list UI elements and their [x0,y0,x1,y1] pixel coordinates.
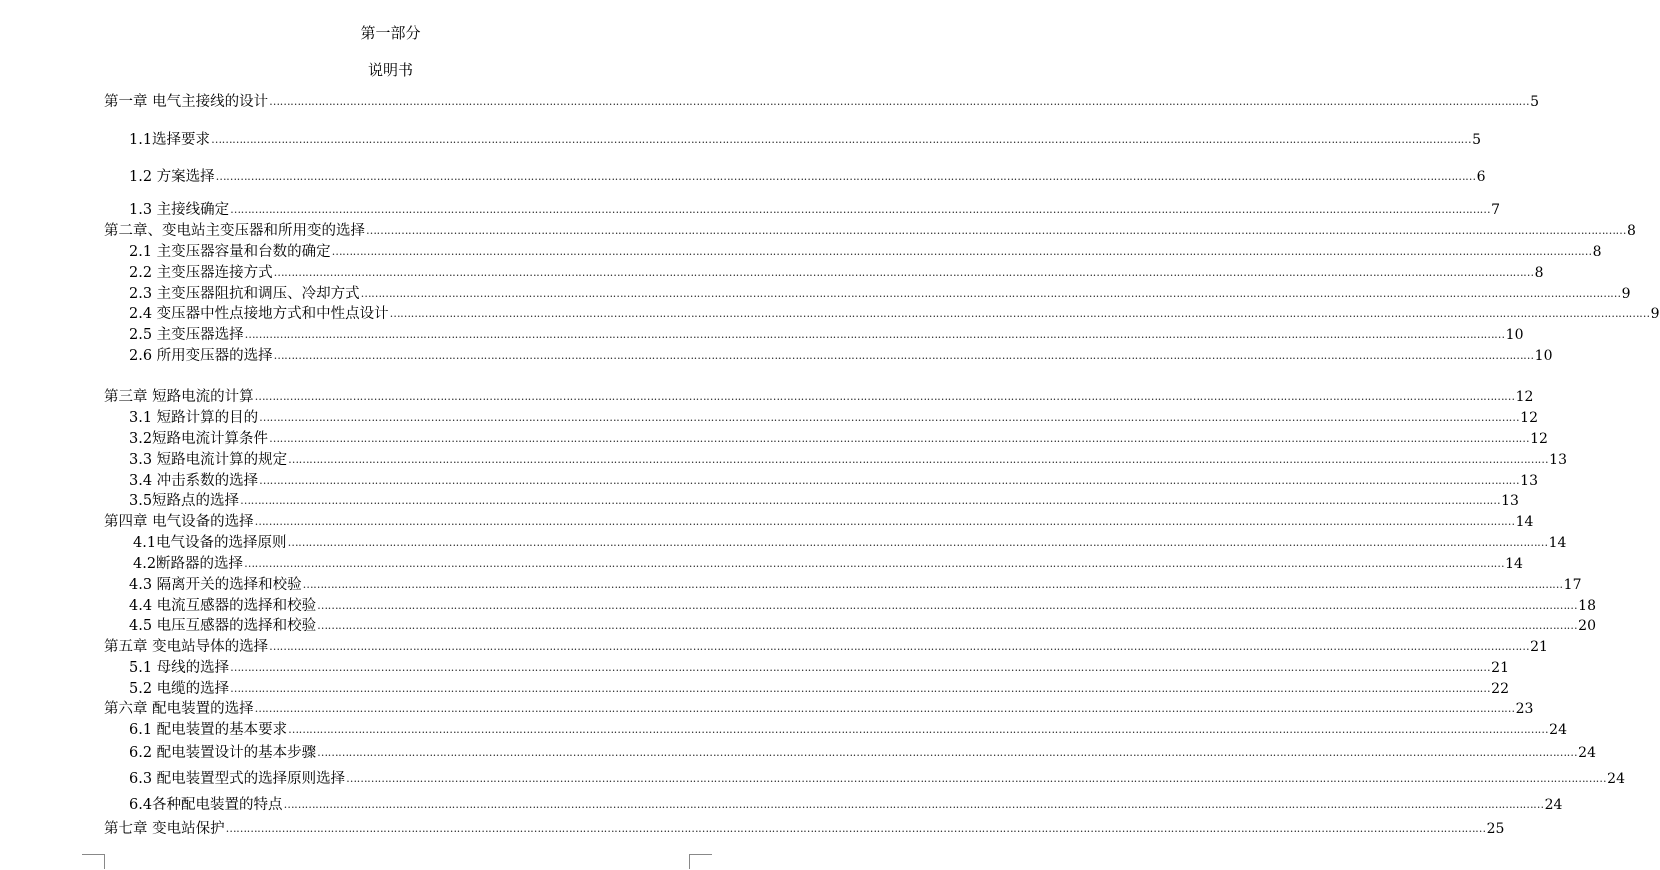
toc-entry-page-number: 25 [1486,821,1505,837]
toc-entry [104,638,1548,656]
toc-entry [129,285,1631,303]
toc-dot-leader: ……………………………………………………………………………………………………………………………………………………………………………………………………………………………………………………………………………………………………………………………… [244,557,1505,570]
toc-dot-leader: ……………………………………………………………………………………………………………………………………………………………………………………………………………………………………………………………………………………………………………………………… [254,515,1515,528]
toc-entry-page-number: 24 [1549,722,1567,738]
toc-entry-page-number: 23 [1515,701,1534,717]
toc-entry [129,347,1553,365]
toc-dot-leader: ……………………………………………………………………………………………………………………………………………………………………………………………………………………………………………………………………………………………………………………………… [269,432,1530,445]
toc-entry-page-number: 24 [1578,745,1596,761]
toc-entry-page-number: 14 [1515,514,1534,530]
toc-dot-leader: ……………………………………………………………………………………………………………………………………………………………………………………………………………………………………………………………………………………………………………………………… [230,203,1491,216]
toc-entry-label: 6.2 配电装置设计的基本步骤 [129,745,317,761]
toc-entry [129,796,1563,814]
toc-dot-leader: ……………………………………………………………………………………………………………………………………………………………………………………………………………………………………………………………………………………………………………………………… [389,307,1650,320]
toc-dot-leader: ……………………………………………………………………………………………………………………………………………………………………………………………………………………………………………………………………………………………………………………………… [273,266,1534,279]
toc-entry-page-number: 20 [1578,618,1596,634]
toc-entry-page-number: 12 [1530,431,1548,447]
toc-entry-page-number: 18 [1578,598,1596,614]
toc-dot-leader: ……………………………………………………………………………………………………………………………………………………………………………………………………………………………………………………………………………………………………………………………… [244,328,1505,341]
toc-entry-label: 1.2 方案选择 [129,169,215,185]
toc-dot-leader: ……………………………………………………………………………………………………………………………………………………………………………………………………………………………………………………………………………………………………………………………… [254,702,1515,715]
toc-entry-label: 3.5短路点的选择 [129,493,240,509]
toc-entry [104,388,1534,406]
toc-entry-page-number: 17 [1563,577,1582,593]
toc-entry [129,659,1509,677]
toc-dot-leader: ……………………………………………………………………………………………………………………………………………………………………………………………………………………………………………………………………………………………………………………………… [317,619,1578,632]
toc-entry-label: 4.4 电流互感器的选择和校验 [129,598,317,614]
toc-entry-page-number: 13 [1520,473,1538,489]
toc-entry [129,201,1501,219]
toc-dot-leader: ……………………………………………………………………………………………………………………………………………………………………………………………………………………………………………………………………………………………………………………………… [240,494,1501,507]
toc-entry [133,534,1567,552]
toc-entry-page-number: 5 [1530,94,1540,110]
toc-dot-leader: ……………………………………………………………………………………………………………………………………………………………………………………………………………………………………………………………………………………………………………………………… [346,772,1607,785]
toc-entry-label: 1.3 主接线确定 [129,202,230,218]
toc-dot-leader: ……………………………………………………………………………………………………………………………………………………………………………………………………………………………………………………………………………………………………………………………… [230,661,1491,674]
toc-dot-leader: ……………………………………………………………………………………………………………………………………………………………………………………………………………………………………………………………………………………………………………………………… [230,682,1491,695]
toc-entry [129,131,1481,149]
toc-entry [129,472,1538,490]
toc-entry-page-number: 21 [1530,639,1548,655]
toc-entry-page-number: 8 [1592,244,1602,260]
toc-entry [104,700,1534,718]
toc-entry [129,451,1567,469]
toc-entry-label: 2.6 所用变压器的选择 [129,348,273,364]
toc-dot-leader: ……………………………………………………………………………………………………………………………………………………………………………………………………………………………………………………………………………………………………………………………… [283,798,1544,811]
toc-entry-page-number: 24 [1607,771,1625,787]
toc-entry [129,770,1625,788]
toc-entry [129,243,1602,261]
toc-entry [104,513,1534,531]
toc-dot-leader: ……………………………………………………………………………………………………………………………………………………………………………………………………………………………………………………………………………………………………………………………… [259,474,1520,487]
toc-entry [104,222,1636,240]
toc-entry [129,492,1519,510]
toc-dot-leader: ……………………………………………………………………………………………………………………………………………………………………………………………………………………………………………………………………………………………………………………………… [288,453,1549,466]
part-title: 第一部分 [360,24,421,42]
section-title: 说明书 [367,61,413,79]
toc-entry-page-number: 9 [1621,286,1631,302]
toc-entry [104,93,1540,111]
toc-entry-label: 2.1 主变压器容量和台数的确定 [129,244,331,260]
toc-entry [129,168,1486,186]
toc-entry-label: 3.4 冲击系数的选择 [129,473,259,489]
toc-entry-label: 6.4各种配电装置的特点 [129,797,283,813]
toc-entry-label: 2.3 主变压器阻抗和调压、冷却方式 [129,286,360,302]
toc-entry [129,576,1582,594]
toc-entry [133,555,1523,573]
toc-dot-leader: ……………………………………………………………………………………………………………………………………………………………………………………………………………………………………………………………………………………………………………………………… [302,578,1563,591]
toc-entry-page-number: 6 [1476,169,1486,185]
toc-entry-label: 第四章 电气设备的选择 [104,514,254,530]
toc-entry-label: 第七章 变电站保护 [104,821,225,837]
toc-entry-label: 第三章 短路电流的计算 [104,389,254,405]
toc-entry-label: 4.3 隔离开关的选择和校验 [129,577,302,593]
toc-entry-label: 4.1电气设备的选择原则 [133,535,287,551]
toc-entry-page-number: 8 [1627,223,1636,239]
toc-dot-leader: ……………………………………………………………………………………………………………………………………………………………………………………………………………………………………………………………………………………………………………………………… [366,224,1626,237]
toc-entry [129,326,1524,344]
toc-entry-label: 3.2短路电流计算条件 [129,431,269,447]
toc-entry-page-number: 14 [1505,556,1523,572]
toc-dot-leader: ……………………………………………………………………………………………………………………………………………………………………………………………………………………………………………………………………………………………………………………………… [269,95,1530,108]
toc-entry-page-number: 12 [1520,410,1538,426]
toc-entry-page-number: 8 [1534,265,1544,281]
toc-dot-leader: ……………………………………………………………………………………………………………………………………………………………………………………………………………………………………………………………………………………………………………………………… [273,349,1534,362]
toc-dot-leader: ……………………………………………………………………………………………………………………………………………………………………………………………………………………………………………………………………………………………………………………………… [259,411,1520,424]
toc-entry-label: 4.5 电压互感器的选择和校验 [129,618,317,634]
toc-entry-label: 第二章、变电站主变压器和所用变的选择 [104,223,365,239]
toc-entry [129,617,1596,635]
toc-entry-page-number: 13 [1501,493,1519,509]
toc-entry-page-number: 10 [1534,348,1553,364]
toc-entry-label: 3.3 短路电流计算的规定 [129,452,288,468]
toc-entry [104,820,1505,838]
toc-entry-label: 5.2 电缆的选择 [129,681,230,697]
toc-entry-page-number: 5 [1472,132,1481,148]
toc-entry-label: 2.5 主变压器选择 [129,327,244,343]
toc-entry-label: 第一章 电气主接线的设计 [104,94,269,110]
toc-dot-leader: ……………………………………………………………………………………………………………………………………………………………………………………………………………………………………………………………………………………………………………………………… [331,245,1592,258]
toc-entry-label: 第五章 变电站导体的选择 [104,639,269,655]
toc-entry [129,744,1596,762]
toc-entry [129,680,1509,698]
toc-dot-leader: ……………………………………………………………………………………………………………………………………………………………………………………………………………………………………………………………………………………………………………………………… [287,536,1548,549]
toc-entry-page-number: 22 [1491,681,1509,697]
page-corner-mark-right [689,854,712,869]
toc-entry [129,597,1596,615]
toc-dot-leader: ……………………………………………………………………………………………………………………………………………………………………………………………………………………………………………………………………………………………………………………………… [225,822,1486,835]
toc-entry-label: 6.1 配电装置的基本要求 [129,722,288,738]
toc-entry-label: 2.2 主变压器连接方式 [129,265,273,281]
toc-entry-label: 1.1选择要求 [129,132,211,148]
toc-entry-label: 第六章 配电装置的选择 [104,701,254,717]
toc-dot-leader: ……………………………………………………………………………………………………………………………………………………………………………………………………………………………………………………………………………………………………………………………… [215,170,1476,183]
toc-entry-page-number: 7 [1491,202,1501,218]
toc-dot-leader: ……………………………………………………………………………………………………………………………………………………………………………………………………………………………………………………………………………………………………………………………… [254,390,1515,403]
toc-dot-leader: ……………………………………………………………………………………………………………………………………………………………………………………………………………………………………………………………………………………………………………………………… [360,287,1621,300]
toc-entry [129,264,1544,282]
toc-entry-page-number: 9 [1650,306,1660,322]
toc-entry-page-number: 12 [1515,389,1534,405]
toc-entry-label: 4.2断路器的选择 [133,556,244,572]
toc-entry [129,721,1567,739]
toc-entry-page-number: 13 [1549,452,1567,468]
toc-entry-label: 5.1 母线的选择 [129,660,230,676]
toc-entry-page-number: 24 [1544,797,1563,813]
toc-entry-label: 2.4 变压器中性点接地方式和中性点设计 [129,306,389,322]
toc-entry-page-number: 21 [1491,660,1509,676]
toc-entry [129,305,1660,323]
page-corner-mark-left [82,854,105,869]
toc-entry [129,430,1548,448]
toc-dot-leader: ……………………………………………………………………………………………………………………………………………………………………………………………………………………………………………………………………………………………………………………………… [269,640,1530,653]
toc-dot-leader: ……………………………………………………………………………………………………………………………………………………………………………………………………………………………………………………………………………………………………………………………… [288,723,1549,736]
toc-entry-label: 3.1 短路计算的目的 [129,410,259,426]
toc-dot-leader: ……………………………………………………………………………………………………………………………………………………………………………………………………………………………………………………………………………………………………………………………… [317,746,1578,759]
toc-dot-leader: ……………………………………………………………………………………………………………………………………………………………………………………………………………………………………………………………………………………………………………………………… [211,133,1472,146]
toc-entry-page-number: 10 [1505,327,1524,343]
toc-entry-page-number: 14 [1548,535,1567,551]
toc-entry-label: 6.3 配电装置型式的选择原则选择 [129,771,346,787]
toc-dot-leader: ……………………………………………………………………………………………………………………………………………………………………………………………………………………………………………………………………………………………………………………………… [317,599,1578,612]
toc-entry [129,409,1538,427]
